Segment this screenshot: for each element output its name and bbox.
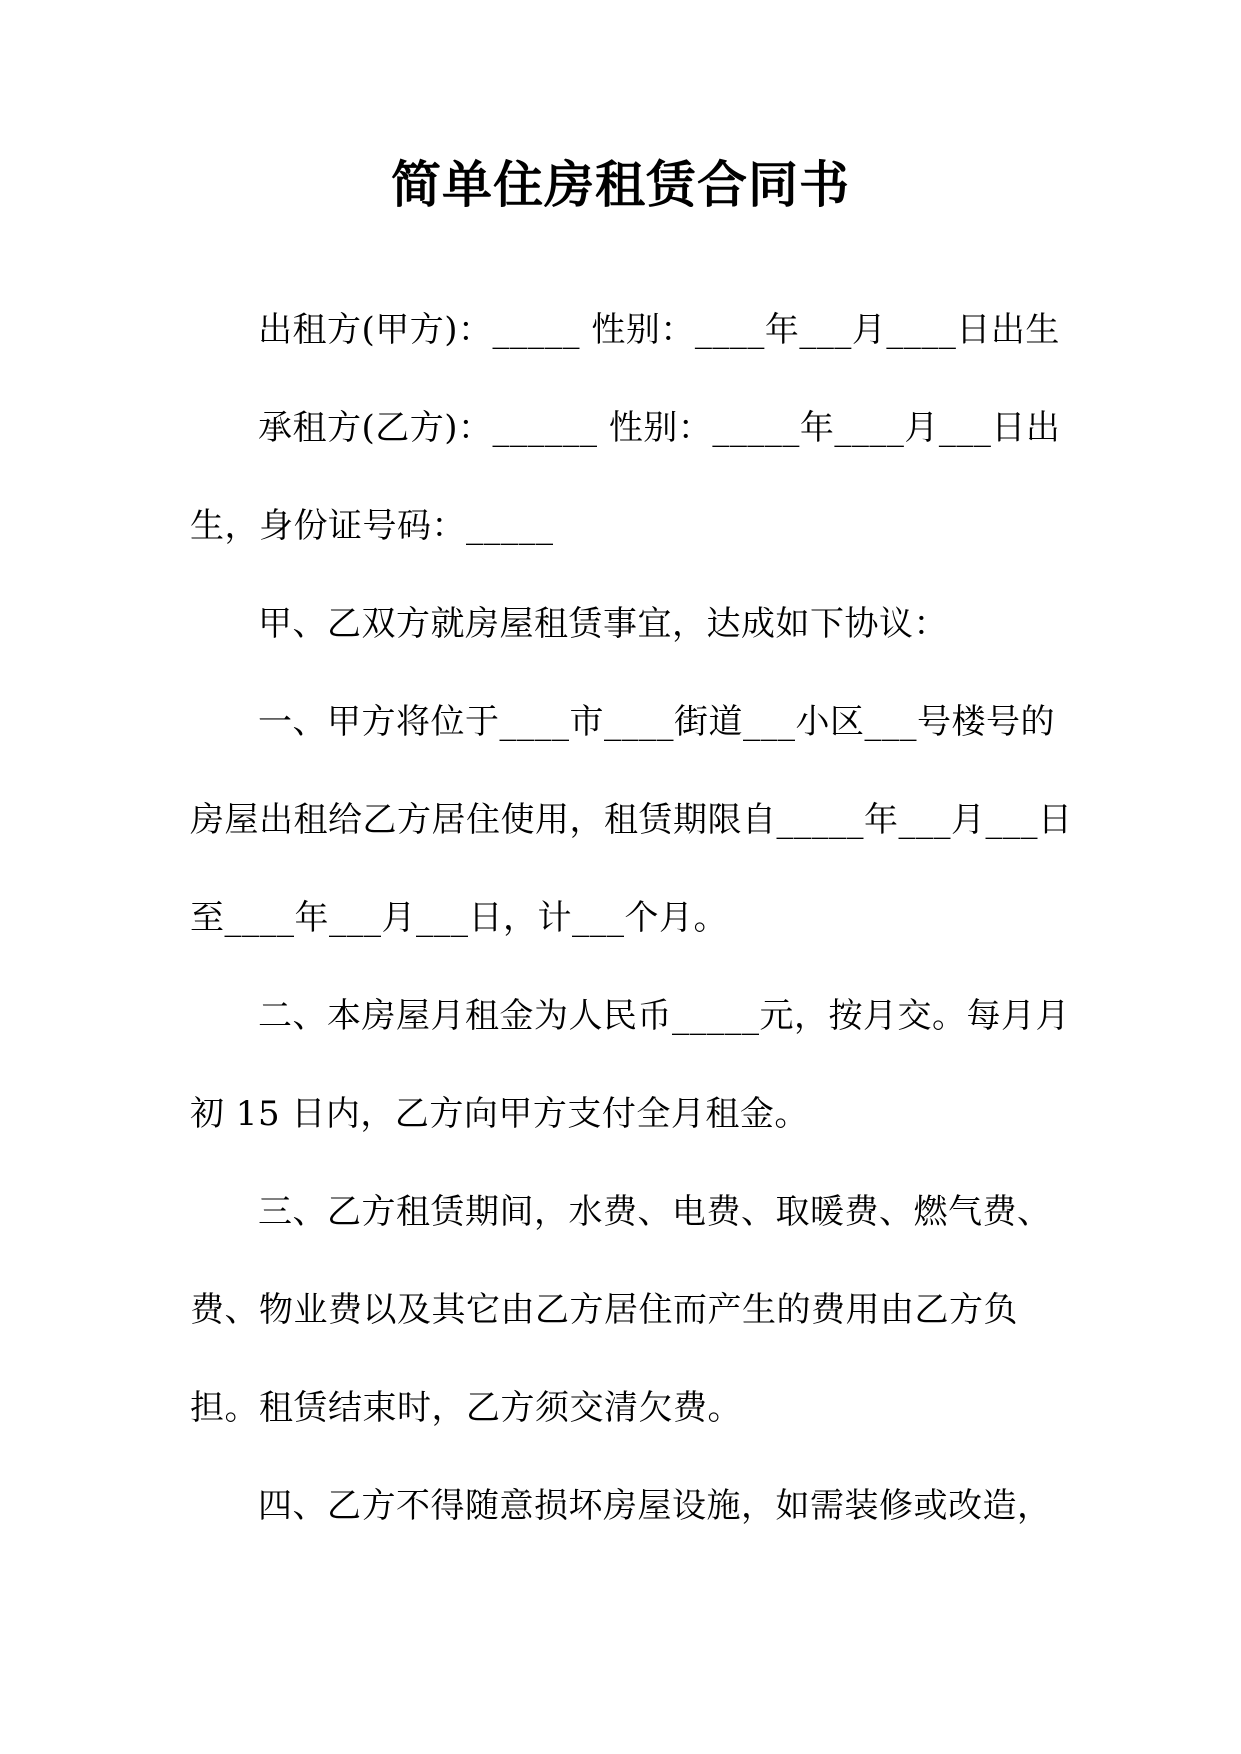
clause-1-line-2: 房屋出租给乙方居住使用，租赁期限自_____年___月___日 <box>190 800 1073 840</box>
clause-3-line-1: 三、乙方租赁期间，水费、电费、取暖费、燃气费、 <box>258 1192 1052 1232</box>
agreement-intro: 甲、乙双方就房屋租赁事宜，达成如下协议： <box>258 604 948 644</box>
document-title: 简单住房租赁合同书 <box>391 156 850 214</box>
lessor-line: 出租方(甲方)：_____ 性别：____年___月____日出生 <box>258 310 1060 350</box>
clause-3-line-3: 担。租赁结束时，乙方须交清欠费。 <box>190 1388 742 1428</box>
clause-1-line-3: 至____年___月___日，计___个月。 <box>190 898 728 938</box>
clause-3-line-2: 费、物业费以及其它由乙方居住而产生的费用由乙方负 <box>190 1290 1018 1330</box>
clause-1-line-1: 一、甲方将位于____市____街道___小区___号楼号的 <box>258 702 1055 742</box>
clause-4-line-1: 四、乙方不得随意损坏房屋设施，如需装修或改造， <box>258 1486 1052 1526</box>
clause-2-line-2: 初 15 日内，乙方向甲方支付全月租金。 <box>190 1094 809 1134</box>
lessee-line: 承租方(乙方)：______ 性别：_____年____月___日出 <box>258 408 1061 448</box>
clause-2-line-1: 二、本房屋月租金为人民币_____元，按月交。每月月 <box>258 996 1070 1036</box>
lessee-id-line: 生，身份证号码：_____ <box>190 506 554 546</box>
